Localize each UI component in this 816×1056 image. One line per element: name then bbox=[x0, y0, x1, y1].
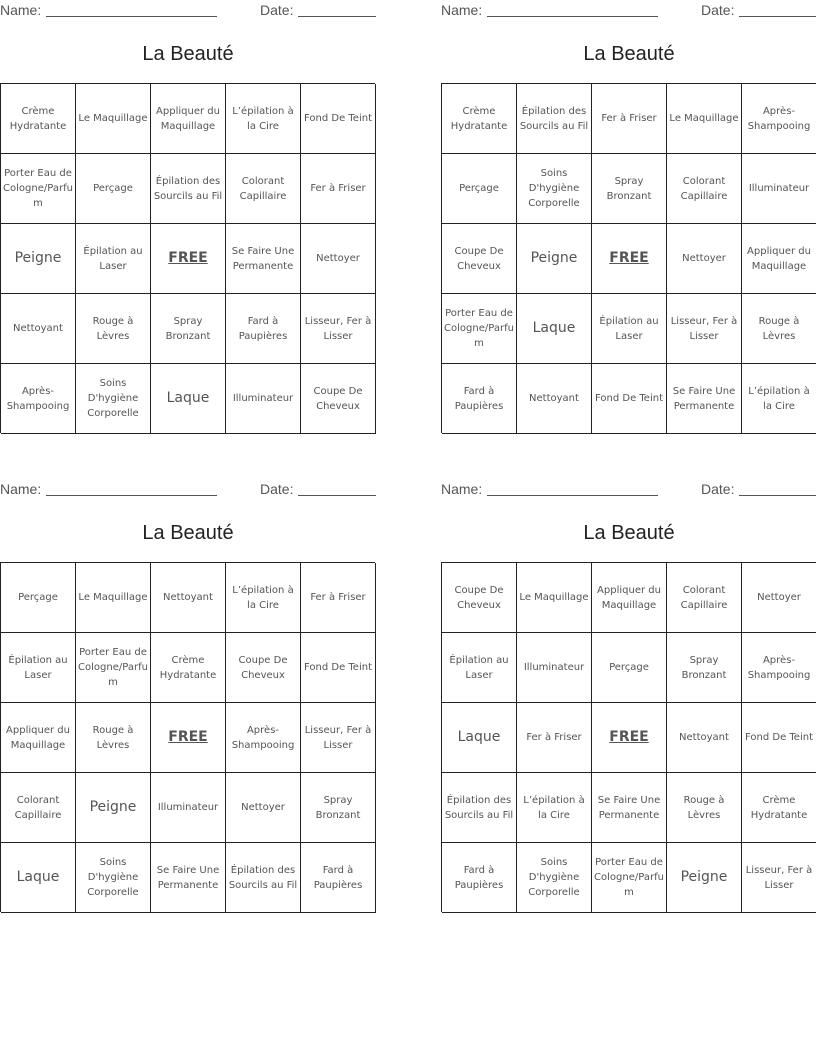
bingo-cell: L’épilation à la Cire bbox=[742, 364, 816, 434]
bingo-cell: Crème Hydratante bbox=[1, 84, 76, 154]
bingo-cell: Fer à Friser bbox=[301, 563, 376, 633]
bingo-cell: Nettoyer bbox=[226, 773, 301, 843]
name-label: Name: bbox=[441, 481, 483, 497]
date-label: Date: bbox=[260, 2, 294, 18]
bingo-card bbox=[441, 479, 816, 919]
bingo-cell: Appliquer du Maquillage bbox=[1, 703, 76, 773]
bingo-cell: Porter Eau de Cologne/Parfum bbox=[76, 633, 151, 703]
date-label: Date: bbox=[701, 2, 735, 18]
bingo-cell: Porter Eau de Cologne/Parfum bbox=[1, 154, 76, 224]
name-line bbox=[46, 16, 217, 17]
bingo-cell: Après-Shampooing bbox=[742, 84, 816, 154]
name-date-header bbox=[441, 481, 816, 499]
bingo-cell: Lisseur, Fer à Lisser bbox=[667, 294, 742, 364]
bingo-cell: Spray Bronzant bbox=[592, 154, 667, 224]
bingo-cell: Se Faire Une Permanente bbox=[151, 843, 226, 913]
name-date-header bbox=[441, 2, 816, 20]
bingo-cell: Après-Shampooing bbox=[1, 364, 76, 434]
bingo-cell: Porter Eau de Cologne/Parfum bbox=[442, 294, 517, 364]
bingo-cell: Illuminateur bbox=[517, 633, 592, 703]
card-title: La Beauté bbox=[583, 43, 675, 65]
bingo-cell: Épilation des Sourcils au Fil bbox=[226, 843, 301, 913]
bingo-cell: Le Maquillage bbox=[667, 84, 742, 154]
bingo-cell: Le Maquillage bbox=[76, 84, 151, 154]
bingo-cell: Fard à Paupières bbox=[442, 364, 517, 434]
free-space: FREE bbox=[151, 224, 226, 294]
bingo-cell: Fard à Paupières bbox=[442, 843, 517, 913]
bingo-cell: Rouge à Lèvres bbox=[76, 294, 151, 364]
date-line bbox=[298, 16, 376, 17]
date-line bbox=[298, 495, 376, 496]
bingo-cell: Rouge à Lèvres bbox=[76, 703, 151, 773]
name-line bbox=[46, 495, 217, 496]
bingo-cell: Appliquer du Maquillage bbox=[151, 84, 226, 154]
bingo-cell: Se Faire Une Permanente bbox=[592, 773, 667, 843]
bingo-cell: Soins D'hygiène Corporelle bbox=[76, 364, 151, 434]
bingo-cell: Nettoyant bbox=[1, 294, 76, 364]
bingo-grid bbox=[441, 562, 816, 912]
bingo-cell: Fond De Teint bbox=[301, 84, 376, 154]
bingo-cell: Fond De Teint bbox=[301, 633, 376, 703]
bingo-cell: Peigne bbox=[1, 224, 76, 294]
bingo-cell: Coupe De Cheveux bbox=[442, 224, 517, 294]
bingo-cell: Lisseur, Fer à Lisser bbox=[301, 294, 376, 364]
bingo-cell: Après-Shampooing bbox=[742, 633, 816, 703]
card-title: La Beauté bbox=[142, 522, 234, 544]
bingo-cell: Fond De Teint bbox=[592, 364, 667, 434]
bingo-cell: Spray Bronzant bbox=[301, 773, 376, 843]
bingo-cell: Perçage bbox=[1, 563, 76, 633]
bingo-cell: Spray Bronzant bbox=[667, 633, 742, 703]
bingo-cell: L’épilation à la Cire bbox=[226, 563, 301, 633]
bingo-cell: Nettoyer bbox=[742, 563, 816, 633]
bingo-cell: Peigne bbox=[517, 224, 592, 294]
bingo-cell: Porter Eau de Cologne/Parfum bbox=[592, 843, 667, 913]
bingo-cell: Nettoyer bbox=[301, 224, 376, 294]
name-date-header bbox=[0, 481, 376, 499]
bingo-cell: Nettoyer bbox=[667, 224, 742, 294]
bingo-cell: Après-Shampooing bbox=[226, 703, 301, 773]
bingo-cell: Soins D'hygiène Corporelle bbox=[517, 154, 592, 224]
bingo-cell: Peigne bbox=[667, 843, 742, 913]
bingo-cell: Épilation au Laser bbox=[592, 294, 667, 364]
name-line bbox=[487, 495, 658, 496]
bingo-cell: Coupe De Cheveux bbox=[442, 563, 517, 633]
bingo-cell: Nettoyant bbox=[517, 364, 592, 434]
bingo-cell: Colorant Capillaire bbox=[1, 773, 76, 843]
bingo-cell: Laque bbox=[442, 703, 517, 773]
bingo-cell: Lisseur, Fer à Lisser bbox=[301, 703, 376, 773]
bingo-cell: Se Faire Une Permanente bbox=[226, 224, 301, 294]
free-space: FREE bbox=[592, 703, 667, 773]
card-title: La Beauté bbox=[142, 43, 234, 65]
bingo-cell: Illuminateur bbox=[151, 773, 226, 843]
bingo-cell: Le Maquillage bbox=[76, 563, 151, 633]
bingo-cell: Fer à Friser bbox=[301, 154, 376, 224]
free-space: FREE bbox=[592, 224, 667, 294]
bingo-cell: Lisseur, Fer à Lisser bbox=[742, 843, 816, 913]
date-label: Date: bbox=[260, 481, 294, 497]
free-space: FREE bbox=[151, 703, 226, 773]
bingo-cell: Nettoyant bbox=[151, 563, 226, 633]
bingo-cell: Crème Hydratante bbox=[742, 773, 816, 843]
bingo-cell: Épilation au Laser bbox=[442, 633, 517, 703]
bingo-cell: Colorant Capillaire bbox=[667, 563, 742, 633]
bingo-cell: L’épilation à la Cire bbox=[226, 84, 301, 154]
bingo-cell: Illuminateur bbox=[742, 154, 816, 224]
bingo-cell: Le Maquillage bbox=[517, 563, 592, 633]
bingo-card bbox=[441, 0, 816, 440]
bingo-grid bbox=[0, 83, 375, 433]
bingo-cell: Fer à Friser bbox=[517, 703, 592, 773]
bingo-grid bbox=[441, 83, 816, 433]
date-label: Date: bbox=[701, 481, 735, 497]
bingo-cell: Épilation des Sourcils au Fil bbox=[151, 154, 226, 224]
bingo-cell: Laque bbox=[151, 364, 226, 434]
bingo-cell: Laque bbox=[517, 294, 592, 364]
bingo-cell: Spray Bronzant bbox=[151, 294, 226, 364]
bingo-cell: Perçage bbox=[442, 154, 517, 224]
bingo-cell: Colorant Capillaire bbox=[226, 154, 301, 224]
bingo-cell: L’épilation à la Cire bbox=[517, 773, 592, 843]
bingo-card bbox=[0, 0, 376, 440]
bingo-cell: Épilation des Sourcils au Fil bbox=[442, 773, 517, 843]
bingo-cell: Colorant Capillaire bbox=[667, 154, 742, 224]
card-title: La Beauté bbox=[583, 522, 675, 544]
bingo-cell: Fond De Teint bbox=[742, 703, 816, 773]
bingo-cell: Illuminateur bbox=[226, 364, 301, 434]
bingo-cell: Perçage bbox=[592, 633, 667, 703]
bingo-cell: Coupe De Cheveux bbox=[301, 364, 376, 434]
bingo-cell: Laque bbox=[1, 843, 76, 913]
name-label: Name: bbox=[441, 2, 483, 18]
name-label: Name: bbox=[0, 481, 42, 497]
bingo-card bbox=[0, 479, 376, 919]
bingo-cell: Fer à Friser bbox=[592, 84, 667, 154]
bingo-cell: Appliquer du Maquillage bbox=[742, 224, 816, 294]
bingo-cell: Coupe De Cheveux bbox=[226, 633, 301, 703]
bingo-cell: Rouge à Lèvres bbox=[742, 294, 816, 364]
bingo-cell: Crème Hydratante bbox=[442, 84, 517, 154]
bingo-cell: Soins D'hygiène Corporelle bbox=[76, 843, 151, 913]
bingo-grid bbox=[0, 562, 375, 912]
bingo-cell: Fard à Paupières bbox=[301, 843, 376, 913]
bingo-cell: Épilation au Laser bbox=[1, 633, 76, 703]
bingo-cell: Soins D'hygiène Corporelle bbox=[517, 843, 592, 913]
bingo-cell: Perçage bbox=[76, 154, 151, 224]
bingo-cell: Crème Hydratante bbox=[151, 633, 226, 703]
name-date-header bbox=[0, 2, 376, 20]
bingo-cell: Rouge à Lèvres bbox=[667, 773, 742, 843]
bingo-cell: Peigne bbox=[76, 773, 151, 843]
bingo-cell: Se Faire Une Permanente bbox=[667, 364, 742, 434]
name-line bbox=[487, 16, 658, 17]
bingo-cell: Épilation au Laser bbox=[76, 224, 151, 294]
bingo-cell: Appliquer du Maquillage bbox=[592, 563, 667, 633]
bingo-cell: Épilation des Sourcils au Fil bbox=[517, 84, 592, 154]
date-line bbox=[739, 495, 816, 496]
date-line bbox=[739, 16, 816, 17]
bingo-cell: Fard à Paupières bbox=[226, 294, 301, 364]
name-label: Name: bbox=[0, 2, 42, 18]
bingo-cell: Nettoyant bbox=[667, 703, 742, 773]
